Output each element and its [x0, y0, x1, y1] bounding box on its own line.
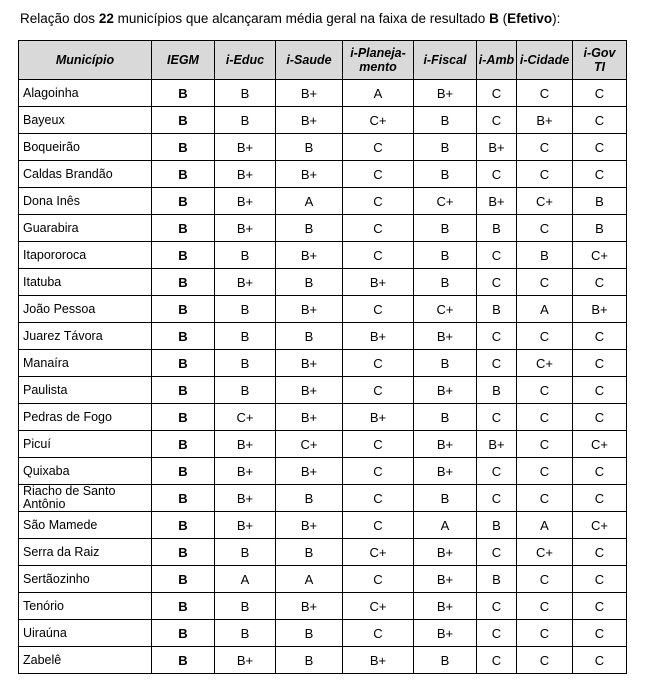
municipality-cell: Serra da Raiz: [19, 539, 152, 566]
grade-cell: C: [343, 566, 414, 593]
municipality-cell: Caldas Brandão: [19, 161, 152, 188]
grade-cell: B+: [573, 296, 627, 323]
grade-cell: C: [477, 593, 517, 620]
iegm-cell: B: [152, 458, 215, 485]
grade-cell: C+: [343, 107, 414, 134]
grade-cell: B: [276, 323, 343, 350]
grade-cell: C: [573, 350, 627, 377]
grade-cell: B+: [414, 593, 477, 620]
grade-cell: B: [215, 323, 276, 350]
table-header-row: [19, 41, 627, 80]
iegm-cell: B: [152, 566, 215, 593]
municipality-cell: Picuí: [19, 431, 152, 458]
grade-cell: C: [343, 134, 414, 161]
grade-cell: B: [215, 539, 276, 566]
grade-cell: C+: [414, 188, 477, 215]
grade-cell: C: [517, 485, 573, 512]
column-header: i-Planeja- mento: [343, 41, 414, 80]
grade-cell: C: [343, 350, 414, 377]
grade-cell: B+: [343, 647, 414, 674]
column-header: i-Educ: [215, 41, 276, 80]
table-row: [19, 647, 627, 674]
grade-cell: A: [215, 566, 276, 593]
grade-cell: C: [477, 620, 517, 647]
grade-cell: C: [477, 647, 517, 674]
grade-cell: B: [276, 134, 343, 161]
grade-cell: C: [573, 404, 627, 431]
grade-cell: B: [477, 296, 517, 323]
municipality-cell: Itatuba: [19, 269, 152, 296]
grade-cell: C: [477, 107, 517, 134]
iegm-cell: B: [152, 350, 215, 377]
municipality-cell: Riacho de Santo Antônio: [19, 485, 152, 512]
table-row: [19, 188, 627, 215]
grade-cell: B+: [215, 485, 276, 512]
iegm-cell: B: [152, 377, 215, 404]
grade-cell: B: [477, 566, 517, 593]
grade-cell: B+: [276, 593, 343, 620]
grade-cell: B+: [414, 566, 477, 593]
grade-cell: B+: [276, 377, 343, 404]
grade-cell: C: [343, 296, 414, 323]
caption-count: 22: [98, 11, 114, 26]
grade-cell: B+: [414, 539, 477, 566]
grade-cell: B: [215, 593, 276, 620]
grade-cell: C+: [414, 296, 477, 323]
grade-cell: B+: [276, 350, 343, 377]
table-row: [19, 350, 627, 377]
grade-cell: B: [414, 107, 477, 134]
table-row: [19, 512, 627, 539]
grade-cell: C: [517, 431, 573, 458]
table-row: [19, 242, 627, 269]
grade-cell: C: [477, 404, 517, 431]
grade-cell: B+: [215, 269, 276, 296]
grade-cell: C: [477, 242, 517, 269]
grade-cell: C: [477, 458, 517, 485]
grade-cell: C: [517, 647, 573, 674]
iegm-cell: B: [152, 242, 215, 269]
grade-cell: C: [517, 620, 573, 647]
table-row: [19, 485, 627, 512]
grade-cell: B+: [414, 620, 477, 647]
grade-cell: B+: [215, 215, 276, 242]
table-row: [19, 539, 627, 566]
grade-cell: C: [517, 593, 573, 620]
grade-cell: C+: [276, 431, 343, 458]
grade-cell: C: [573, 647, 627, 674]
grade-cell: B+: [215, 134, 276, 161]
grade-cell: C: [517, 404, 573, 431]
grade-cell: B: [573, 215, 627, 242]
grade-cell: C: [343, 458, 414, 485]
grade-cell: B+: [517, 107, 573, 134]
grade-cell: B+: [343, 404, 414, 431]
table-row: [19, 296, 627, 323]
grade-cell: B+: [477, 431, 517, 458]
grade-cell: C: [573, 620, 627, 647]
grade-cell: C+: [573, 242, 627, 269]
grade-cell: C: [573, 107, 627, 134]
grade-cell: C+: [517, 539, 573, 566]
grade-cell: B+: [276, 512, 343, 539]
grade-cell: B+: [343, 323, 414, 350]
grade-cell: A: [517, 296, 573, 323]
municipality-cell: Juarez Távora: [19, 323, 152, 350]
grade-cell: B: [477, 512, 517, 539]
table-row: [19, 458, 627, 485]
grade-cell: C+: [215, 404, 276, 431]
municipality-cell: Itapororoca: [19, 242, 152, 269]
iegm-cell: B: [152, 431, 215, 458]
grade-cell: B: [477, 215, 517, 242]
caption-mid: municípios que alcançaram média geral na faixa de resultado: [113, 11, 490, 26]
grade-cell: B: [414, 242, 477, 269]
grade-cell: B+: [276, 161, 343, 188]
grade-cell: B+: [215, 431, 276, 458]
iegm-cell: B: [152, 188, 215, 215]
caption-label: Efetivo: [507, 11, 553, 26]
grade-cell: A: [343, 80, 414, 107]
grade-cell: C+: [573, 512, 627, 539]
table-caption: [20, 10, 560, 28]
grade-cell: B+: [414, 458, 477, 485]
grade-cell: B: [276, 215, 343, 242]
grade-cell: C: [573, 269, 627, 296]
grade-cell: B: [215, 80, 276, 107]
grade-cell: B+: [414, 80, 477, 107]
grade-cell: B+: [477, 134, 517, 161]
iegm-cell: B: [152, 485, 215, 512]
grade-cell: C: [573, 323, 627, 350]
grade-cell: C: [573, 161, 627, 188]
grade-cell: B: [414, 269, 477, 296]
grade-cell: C: [573, 593, 627, 620]
iegm-cell: B: [152, 647, 215, 674]
grade-cell: C: [517, 458, 573, 485]
results-table: [18, 40, 627, 674]
table-row: [19, 377, 627, 404]
table-row: [19, 80, 627, 107]
municipality-cell: Quixaba: [19, 458, 152, 485]
grade-cell: C: [343, 161, 414, 188]
caption-close: ):: [552, 11, 561, 26]
grade-cell: A: [276, 188, 343, 215]
municipality-cell: Uiraúna: [19, 620, 152, 647]
grade-cell: A: [414, 512, 477, 539]
grade-cell: B: [276, 485, 343, 512]
grade-cell: B+: [215, 512, 276, 539]
iegm-cell: B: [152, 215, 215, 242]
table-row: [19, 566, 627, 593]
grade-cell: C: [343, 242, 414, 269]
grade-cell: B+: [215, 647, 276, 674]
grade-cell: C: [343, 188, 414, 215]
table-row: [19, 269, 627, 296]
grade-cell: C: [573, 539, 627, 566]
column-header: i-Saude: [276, 41, 343, 80]
municipality-cell: João Pessoa: [19, 296, 152, 323]
grade-cell: C+: [517, 350, 573, 377]
grade-cell: C: [343, 512, 414, 539]
table-row: [19, 593, 627, 620]
grade-cell: C: [517, 80, 573, 107]
iegm-cell: B: [152, 296, 215, 323]
grade-cell: C: [343, 377, 414, 404]
grade-cell: C+: [517, 188, 573, 215]
grade-cell: C: [517, 566, 573, 593]
column-header: i-Amb: [477, 41, 517, 80]
grade-cell: B: [276, 539, 343, 566]
caption-open: (: [498, 11, 508, 26]
grade-cell: A: [276, 566, 343, 593]
table-row: [19, 134, 627, 161]
iegm-cell: B: [152, 539, 215, 566]
iegm-cell: B: [152, 512, 215, 539]
grade-cell: B: [414, 350, 477, 377]
grade-cell: C: [477, 485, 517, 512]
grade-cell: B: [215, 620, 276, 647]
iegm-cell: B: [152, 80, 215, 107]
grade-cell: B+: [215, 458, 276, 485]
grade-cell: B+: [414, 377, 477, 404]
grade-cell: B: [215, 242, 276, 269]
table-row: [19, 107, 627, 134]
grade-cell: C+: [573, 431, 627, 458]
grade-cell: B: [276, 647, 343, 674]
grade-cell: B: [414, 647, 477, 674]
caption-grade: B: [489, 11, 499, 26]
iegm-cell: B: [152, 107, 215, 134]
column-header: IEGM: [152, 41, 215, 80]
municipality-cell: Paulista: [19, 377, 152, 404]
municipality-cell: Sertãozinho: [19, 566, 152, 593]
grade-cell: C: [573, 485, 627, 512]
grade-cell: B+: [215, 188, 276, 215]
table-row: [19, 323, 627, 350]
iegm-cell: B: [152, 620, 215, 647]
grade-cell: C: [573, 566, 627, 593]
grade-cell: C: [573, 377, 627, 404]
grade-cell: B+: [276, 80, 343, 107]
column-header: i-Fiscal: [414, 41, 477, 80]
grade-cell: B+: [276, 458, 343, 485]
table-row: [19, 404, 627, 431]
grade-cell: B+: [343, 269, 414, 296]
municipality-cell: São Mamede: [19, 512, 152, 539]
iegm-cell: B: [152, 269, 215, 296]
table-row: [19, 161, 627, 188]
grade-cell: B: [215, 350, 276, 377]
municipality-cell: Tenório: [19, 593, 152, 620]
grade-cell: B: [414, 215, 477, 242]
grade-cell: B+: [276, 404, 343, 431]
municipality-cell: Manaíra: [19, 350, 152, 377]
grade-cell: B: [215, 107, 276, 134]
grade-cell: B+: [477, 188, 517, 215]
grade-cell: B: [517, 242, 573, 269]
municipality-cell: Alagoinha: [19, 80, 152, 107]
iegm-cell: B: [152, 404, 215, 431]
grade-cell: B+: [276, 296, 343, 323]
grade-cell: C: [517, 377, 573, 404]
grade-cell: B+: [414, 431, 477, 458]
grade-cell: C: [573, 458, 627, 485]
grade-cell: C: [517, 134, 573, 161]
grade-cell: B: [414, 161, 477, 188]
grade-cell: B: [215, 296, 276, 323]
iegm-cell: B: [152, 134, 215, 161]
grade-cell: C: [477, 323, 517, 350]
grade-cell: B: [414, 404, 477, 431]
grade-cell: C: [517, 323, 573, 350]
grade-cell: B: [414, 485, 477, 512]
grade-cell: C: [573, 80, 627, 107]
grade-cell: B: [215, 377, 276, 404]
grade-cell: C: [477, 161, 517, 188]
grade-cell: C: [477, 539, 517, 566]
grade-cell: B+: [215, 161, 276, 188]
grade-cell: C: [343, 431, 414, 458]
grade-cell: C: [477, 269, 517, 296]
grade-cell: C: [477, 80, 517, 107]
grade-cell: A: [517, 512, 573, 539]
grade-cell: B: [477, 377, 517, 404]
column-header: i-Cidade: [517, 41, 573, 80]
iegm-cell: B: [152, 161, 215, 188]
table-row: [19, 215, 627, 242]
grade-cell: C: [517, 161, 573, 188]
grade-cell: B+: [276, 242, 343, 269]
grade-cell: B+: [276, 107, 343, 134]
grade-cell: C+: [343, 539, 414, 566]
table-row: [19, 620, 627, 647]
grade-cell: C: [477, 350, 517, 377]
table-row: [19, 431, 627, 458]
column-header: Município: [19, 41, 152, 80]
grade-cell: B: [276, 269, 343, 296]
grade-cell: C: [343, 485, 414, 512]
iegm-cell: B: [152, 323, 215, 350]
grade-cell: C: [573, 134, 627, 161]
grade-cell: B: [276, 620, 343, 647]
municipality-cell: Bayeux: [19, 107, 152, 134]
municipality-cell: Dona Inês: [19, 188, 152, 215]
municipality-cell: Guarabira: [19, 215, 152, 242]
grade-cell: B: [573, 188, 627, 215]
grade-cell: C: [343, 215, 414, 242]
grade-cell: B+: [414, 323, 477, 350]
grade-cell: C: [517, 215, 573, 242]
grade-cell: C: [343, 620, 414, 647]
iegm-cell: B: [152, 593, 215, 620]
column-header: i-Gov TI: [573, 41, 627, 80]
table-body: [19, 80, 627, 674]
caption-pre: Relação dos: [20, 11, 99, 26]
grade-cell: C: [517, 269, 573, 296]
municipality-cell: Zabelê: [19, 647, 152, 674]
grade-cell: C+: [343, 593, 414, 620]
grade-cell: B: [414, 134, 477, 161]
municipality-cell: Pedras de Fogo: [19, 404, 152, 431]
municipality-cell: Boqueirão: [19, 134, 152, 161]
